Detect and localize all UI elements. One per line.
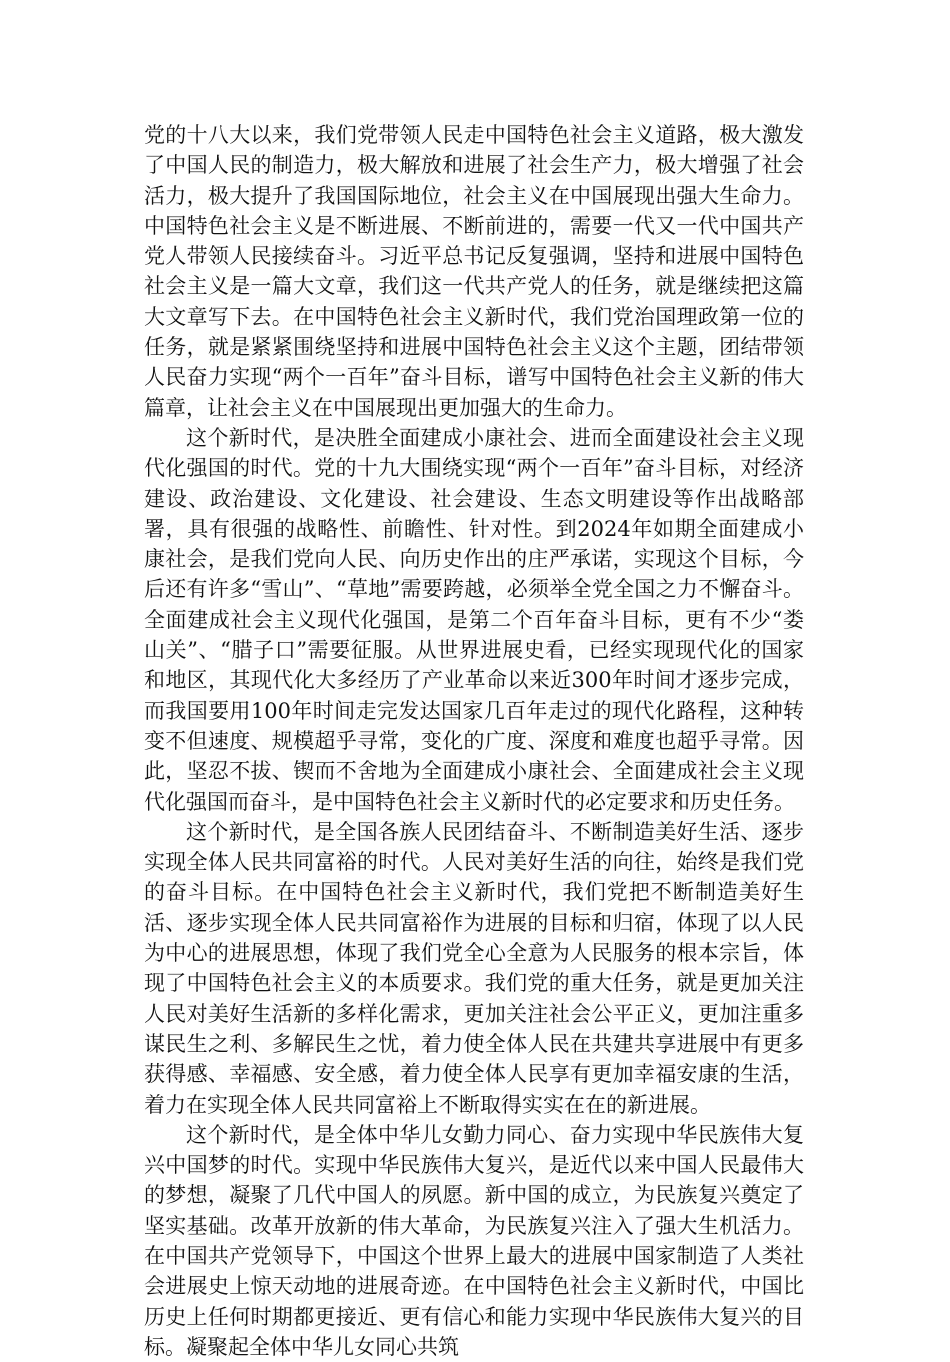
paragraph-3: 这个新时代，是全国各族人民团结奋斗、不断制造美好生活、逐步实现全体人民共同富裕的时代。人民对美好生活的向往，始终是我们党的奋斗目标。在中国特色社会主义新时代，我们党把不断制造美好生活、逐步实现全体人民共同富裕作为进展的目标和归宿，体现了以人民为中心的进展思想，体现了我们党全心全意为人民服务的根本宗旨，体现了中国特色社会主义的本质要求。我们党的重大任务，就是更加关注人民对美好生活新的多样化需求，更加关注社会公平正义，更加注重多谋民生之利、多解民生之忧，着力使全体人民在共建共享进展中有更多获得感、幸福感、安全感，着力使全体人民享有更加幸福安康的生活，着力在实现全体人民共同富裕上不断取得实实在在的新进展。: [144, 819, 804, 1117]
paragraph-2: 这个新时代，是决胜全面建成小康社会、进而全面建设社会主义现代化强国的时代。党的十九大围绕实现“两个一百年”奋斗目标，对经济建设、政治建设、文化建设、社会建设、生态文明建设等作出战略部署，具有很强的战略性、前瞻性、针对性。到2024年如期全面建成小康社会，是我们党向人民、向历史作出的庄严承诺，实现这个目标，今后还有许多“雪山”、“草地”需要跨越，必须举全党全国之力不懈奋斗。全面建成社会主义现代化强国，是第二个百年奋斗目标，更有不少“娄山关”、“腊子口”需要征服。从世界进展史看，已经实现现代化的国家和地区，其现代化大多经历了产业革命以来近300年时间才逐步完成，而我国要用100年时间走完发达国家几百年走过的现代化路程，这种转变不但速度、规模超乎寻常，变化的广度、深度和难度也超乎寻常。因此，坚忍不拔、锲而不舍地为全面建成小康社会、全面建成社会主义现代化强国而奋斗，是中国特色社会主义新时代的必定要求和历史任务。: [144, 425, 804, 814]
document-page: [144, 120, 804, 1362]
paragraph-4: 这个新时代，是全体中华儿女勤力同心、奋力实现中华民族伟大复兴中国梦的时代。实现中华民族伟大复兴，是近代以来中国人民最伟大的梦想，凝聚了几代中国人的夙愿。新中国的成立，为民族复兴奠定了坚实基础。改革开放新的伟大革命，为民族复兴注入了强大生机活力。在中国共产党领导下，中国这个世界上最大的进展中国家制造了人类社会进展史上惊天动地的进展奇迹。在中国特色社会主义新时代，中国比历史上任何时期都更接近、更有信心和能力实现中华民族伟大复兴的目标。凝聚起全体中华儿女同心共筑: [144, 1122, 804, 1359]
paragraph-1: 党的十八大以来，我们党带领人民走中国特色社会主义道路，极大激发了中国人民的制造力，极大解放和进展了社会生产力，极大增强了社会活力，极大提升了我国国际地位，社会主义在中国展现出强大生命力。中国特色社会主义是不断进展、不断前进的，需要一代又一代中国共产党人带领人民接续奋斗。习近平总书记反复强调，坚持和进展中国特色社会主义是一篇大文章，我们这一代共产党人的任务，就是继续把这篇大文章写下去。在中国特色社会主义新时代，我们党治国理政第一位的任务，就是紧紧围绕坚持和进展中国特色社会主义这个主题，团结带领人民奋力实现“两个一百年”奋斗目标，谱写中国特色社会主义新的伟大篇章，让社会主义在中国展现出更加强大的生命力。: [144, 123, 804, 420]
